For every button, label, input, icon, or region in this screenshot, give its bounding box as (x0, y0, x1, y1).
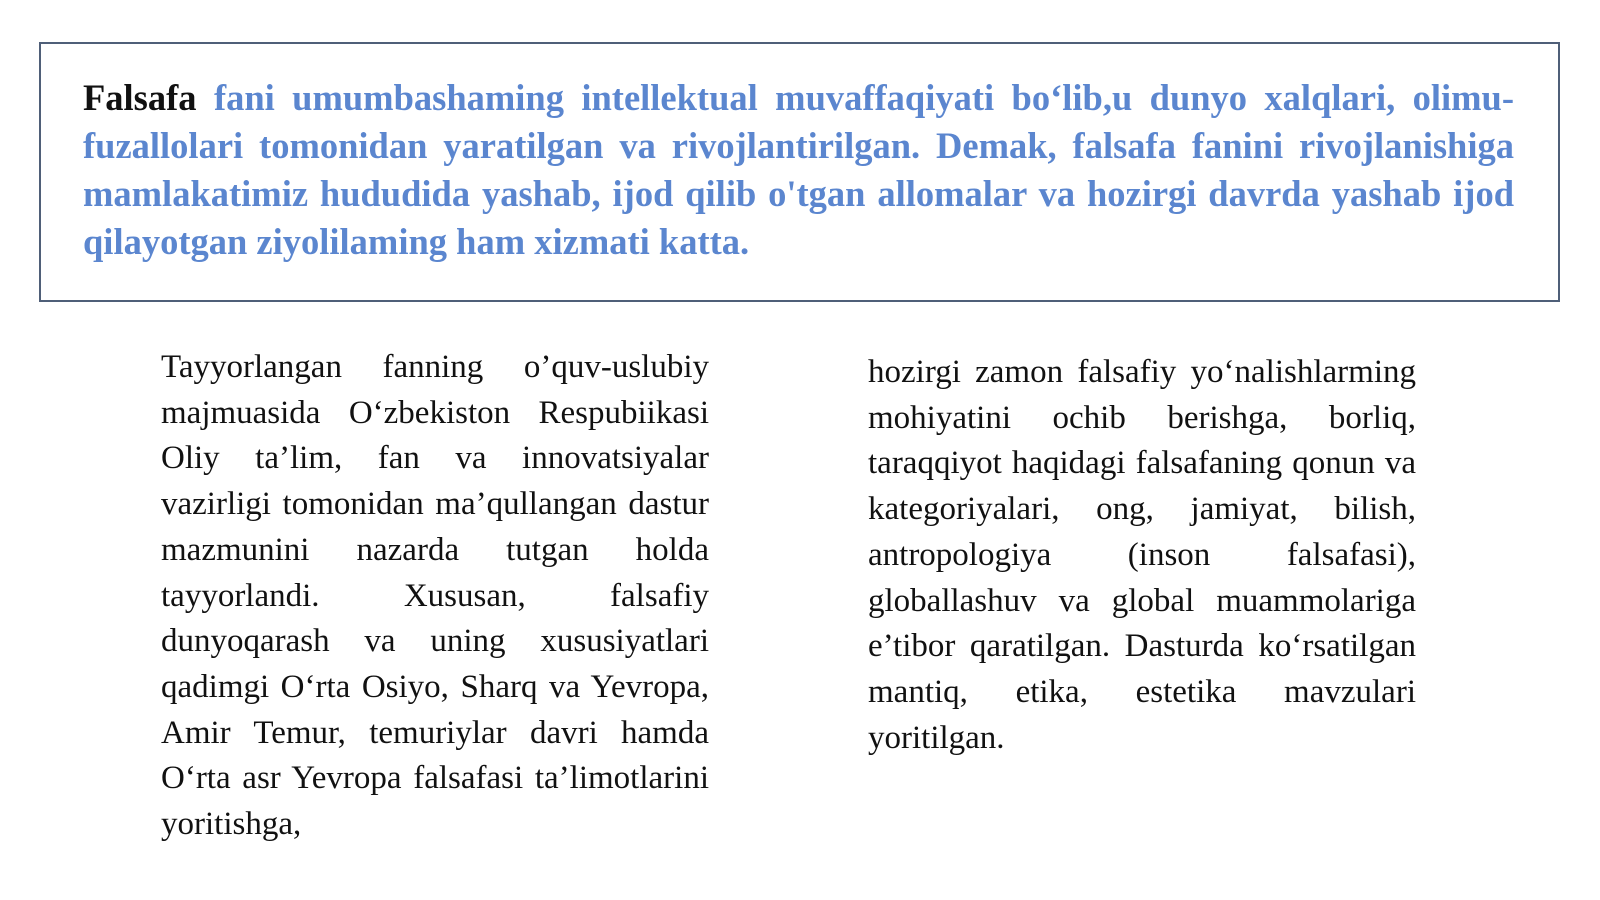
intro-box (39, 42, 1560, 302)
intro-lead-word: Falsafa (83, 77, 197, 118)
intro-highlight-text: fani umumbashaming intellektual muvaffaqiyati bo‘lib,u dunyo xalqlari, olimu-fuzallolari tomonidan yaratilgan va rivojlantirilgan. Demak, falsafa fanini rivojlanishiga mamlakatimiz hududida yashab, ijod qilib o'tgan allomalar va hozirgi davrda yashab ijod qilayotgan ziyolilaming ham xizmati katta. (83, 77, 1515, 262)
right-column-text: hozirgi zamon falsafiy yo‘nalishlarming mohiyatini ochib berishga, borliq, taraqqiyot haqidagi falsafaning qonun va kategoriyalari, ong, jamiyat, bilish, antropologiya (inson falsafasi), globallashuv va global muammolariga e’tibor qaratilgan. Dasturda ko‘rsatilgan mantiq, etika, estetika mavzulari yoritilgan. (868, 354, 1416, 756)
intro-paragraph (83, 74, 1514, 266)
left-column-text: Tayyorlangan fanning o’quv-uslubiy majmuasida O‘zbekiston Respubiikasi Oliy ta’lim, fan va innovatsiyalar vazirligi tomonidan ma’qullangan dastur mazmunini nazarda tutgan holda tayyorlandi. Xususan, falsafiy dunyoqarash va uning xususiyatlari qadimgi O‘rta Osiyo, Sharq va Yevropa, Amir Temur, temuriylar davri hamda O‘rta asr Yevropa falsafasi ta’limotlarini yoritishga, (161, 349, 709, 843)
